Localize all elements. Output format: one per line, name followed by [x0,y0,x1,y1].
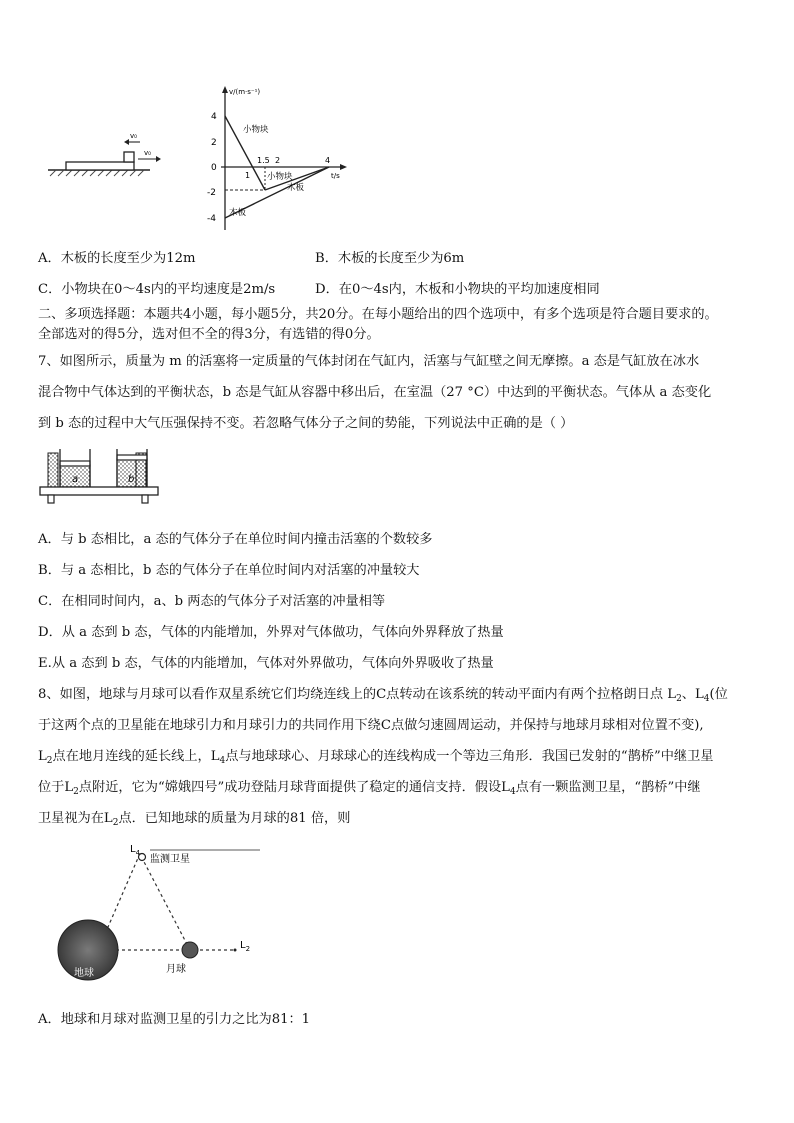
q8-l3-end: 点与地球球心、月球球心的连线构成一个等边三角形．我国已发射的“鹊桥”中继卫星 [225,749,714,764]
q8-l4-mid: 点附近，它为“嫦娥四号”成功登陆月球背面提供了稳定的通信支持．假设L [78,780,510,795]
fig-earth-label: 地球 [74,968,94,979]
table-top [40,487,158,495]
q6-option-b: B．木板的长度至少为6m [315,251,465,266]
q8-stem-3 [38,748,713,770]
q6-option-c: C．小物块在0～4s内的平均速度是2m/s [38,282,276,297]
q8-option-a: A．地球和月球对监测卫星的引力之比为81：1 [38,1012,311,1027]
fig-l4-label: L [130,844,136,855]
x-tick-4: 4 [325,156,331,165]
earth-moon-diagram [50,838,270,988]
q6-option-d: D．在0～4s内，木板和小物块的平均加速度相同 [315,282,600,297]
q7-stem-3: 到 b 态的过程中大气压强保持不变。若忽略气体分子之间的势能，下列说法中正确的是（ ） [38,416,574,431]
q7-option-e: E.从 a 态到 b 态，气体的内能增加，气体对外界做功，气体向外界吸收了热量 [38,656,494,671]
q8-l3-sub1: 2 [46,756,53,766]
q8-l4-end: 点有一颗监测卫星，“鹊桥”中继 [515,780,701,795]
y-tick-neg4: -4 [207,214,216,224]
label-b: b [128,474,135,485]
q7-option-b: B．与 a 态相比，b 态的气体分子在单位时间内对活塞的冲量较大 [38,563,420,578]
x-tick-1-5: 1.5 [257,156,270,165]
q8-l4-sub2: 4 [509,787,516,797]
q8-stem-5 [38,810,350,832]
y-tick-2: 2 [211,138,217,148]
q8-l1-end: (位 [709,687,728,702]
small-block [124,152,134,162]
moon-to-l4-line [142,858,190,950]
board-block-diagram [40,128,170,188]
section2-line2: 全部选对的得5分，选对但不全的得3分，有选错的得0分。 [38,327,380,342]
cylinder-diagram [38,445,163,507]
board [66,162,134,170]
block-label-top: 小物块 [243,125,269,135]
x-tick-2: 2 [275,156,281,165]
y-tick-neg2: -2 [207,188,216,198]
q8-l5-pre: 卫星视为在L [38,811,113,826]
q6-option-a: A．木板的长度至少为12m [38,251,196,266]
q8-l1-sub1: 2 [676,694,682,704]
q8-l3-sub2: 4 [219,756,226,766]
q8-stem-1 [38,686,728,708]
q7-stem-2: 混合物中气体达到的平衡状态，b 态是气缸从容器中移出后，在室温（27 °C）中达到的平衡状态。气体从 a 态变化 [38,385,712,400]
fig-l4-sub: 4 [135,849,141,857]
fig-moon-label: 月球 [166,964,186,975]
fig-l2-label: L [240,940,246,951]
block-label-mid: 小物块 [267,172,293,182]
q8-stem-4 [38,779,701,801]
piston-a [60,461,90,466]
q8-l1-sub2: 4 [703,694,710,704]
velocity-time-graph [205,82,355,242]
board-label-mid: 木板 [287,183,305,193]
section2-line1: 二、多项选择题：本题共4小题，每小题5分，共20分。在每小题给出的四个选项中，有多个选项是符合题目要求的。 [38,307,718,322]
svg-text:L4 [130,844,141,857]
q7-option-a: A．与 b 态相比，a 态的气体分子在单位时间内撞击活塞的个数较多 [38,532,433,547]
v0-label: v₀ [130,132,137,140]
board-label-low: 木板 [229,208,247,218]
x-tick-1: 1 [245,171,251,180]
l2-point [234,949,237,952]
svg-text:L2 [240,940,250,953]
fig-l2-sub: 2 [245,945,251,953]
q8-l5-end: 点．已知地球的质量为月球的81 倍，则 [118,811,351,826]
q8-l4-pre: 位于L [38,780,74,795]
q8-l3-pre: L [38,749,47,764]
q7-stem-1: 7、如图所示，质量为 m 的活塞将一定质量的气体封闭在气缸内，活塞与气缸壁之间无摩擦。a 态是气缸放在冰水 [38,354,700,369]
q8-l1-sep: 、L [681,687,704,702]
moon [182,942,198,958]
y-tick-4: 4 [211,112,217,122]
q7-option-d: D．从 a 态到 b 态，气体的内能增加，外界对气体做功，气体向外界释放了热量 [38,625,504,640]
q8-l1-text: 8、如图，地球与月球可以看作双星系统它们均绕连线上的C点转动在该系统的转动平面内有两个拉格朗日点 L [38,687,677,702]
y-tick-0: 0 [211,163,217,173]
x-axis-label: t/s [331,172,340,180]
label-a: a [72,474,79,485]
piston-b [117,455,147,460]
q8-l5-sub: 2 [112,818,119,828]
q8-l4-sub1: 2 [73,787,79,797]
q8-l3-mid: 点在地月连线的延长线上，L [52,749,220,764]
v0-label-board: v₀ [144,149,151,157]
q8-stem-2: 于这两个点的卫星能在地球引力和月球引力的共同作用下绕C点做匀速圆周运动，并保持与地球月球相对位置不变), [38,718,704,733]
q7-option-c: C．在相同时间内，a、b 两态的气体分子对活塞的冲量相等 [38,594,386,609]
y-axis-label: v/(m·s⁻¹) [229,88,261,96]
container-left-wall [48,453,58,487]
fig-monitor-label: 监测卫星 [150,854,190,865]
